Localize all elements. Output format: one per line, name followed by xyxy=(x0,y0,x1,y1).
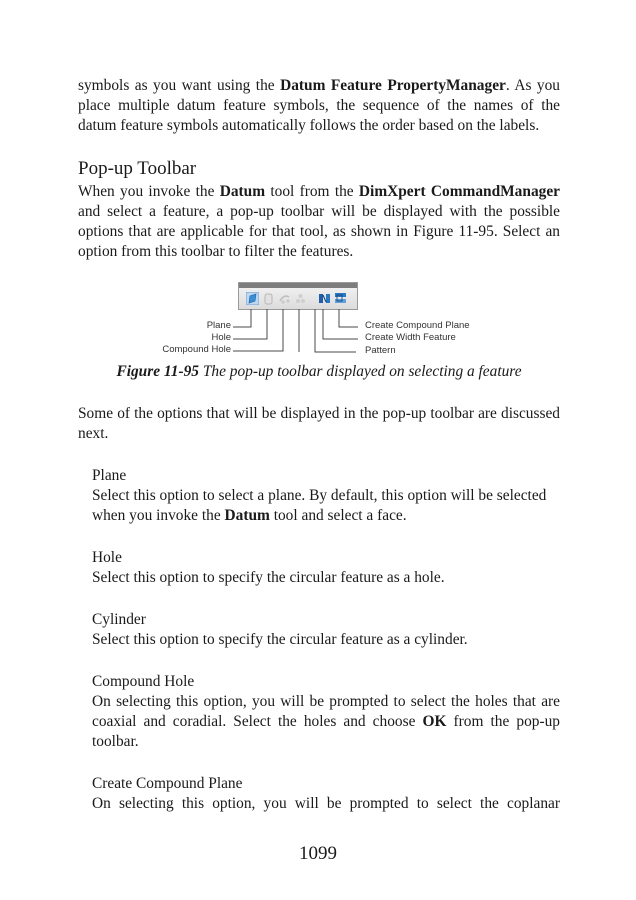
option-description: On selecting this option, you will be prompted to select the coplanar xyxy=(92,795,560,812)
option-description: Select this option to select a plane. By default, this option will be selected when you invoke the Datum tool and select a face. xyxy=(92,487,547,524)
option-cylinder xyxy=(92,610,560,650)
figure-caption: Figure 11-95 The pop-up toolbar displayed on selecting a feature xyxy=(116,363,522,380)
option-description: Select this option to specify the circular feature as a hole. xyxy=(92,569,445,586)
section-heading: Pop-up Toolbar xyxy=(78,158,197,179)
option-title: Compound Hole xyxy=(92,673,195,690)
option-plane xyxy=(92,466,560,526)
option-create-compound-plane xyxy=(92,774,560,814)
option-compound-hole xyxy=(92,672,560,752)
option-title: Plane xyxy=(92,467,127,484)
option-title: Cylinder xyxy=(92,611,146,628)
label-hole: Hole xyxy=(211,332,231,343)
figure-popup-toolbar xyxy=(78,282,560,354)
label-compound-hole: Compound Hole xyxy=(162,344,231,355)
intro-paragraph: symbols as you want using the Datum Feature PropertyManager. As you place multiple datum feature symbols, the sequence of the names of the datum feature symbols automatically follows the order based on the labels. xyxy=(78,77,560,134)
figure-leader-lines xyxy=(78,282,560,354)
option-title: Create Compound Plane xyxy=(92,775,243,792)
option-description: On selecting this option, you will be prompted to select the holes that are coaxial and coradial. Select the holes and choose OK from the pop-up toolbar. xyxy=(92,693,560,750)
option-hole xyxy=(92,548,560,588)
page-content xyxy=(78,76,560,814)
after-figure-paragraph: Some of the options that will be displayed in the pop-up toolbar are discussed next. xyxy=(78,405,560,442)
option-title: Hole xyxy=(92,549,122,566)
label-create-width-feature: Create Width Feature xyxy=(365,332,456,343)
option-description: Select this option to specify the circular feature as a cylinder. xyxy=(92,631,468,648)
label-create-compound-plane: Create Compound Plane xyxy=(365,320,470,331)
label-plane: Plane xyxy=(206,320,231,331)
section-paragraph: When you invoke the Datum tool from the DimXpert CommandManager and select a feature, a pop-up toolbar will be displayed with the possible options that are applicable for that tool, as shown in Figure 11-95. Select an option from this toolbar to filter the features. xyxy=(78,183,560,260)
page-number: 1099 xyxy=(299,843,337,864)
label-pattern: Pattern xyxy=(365,345,396,356)
